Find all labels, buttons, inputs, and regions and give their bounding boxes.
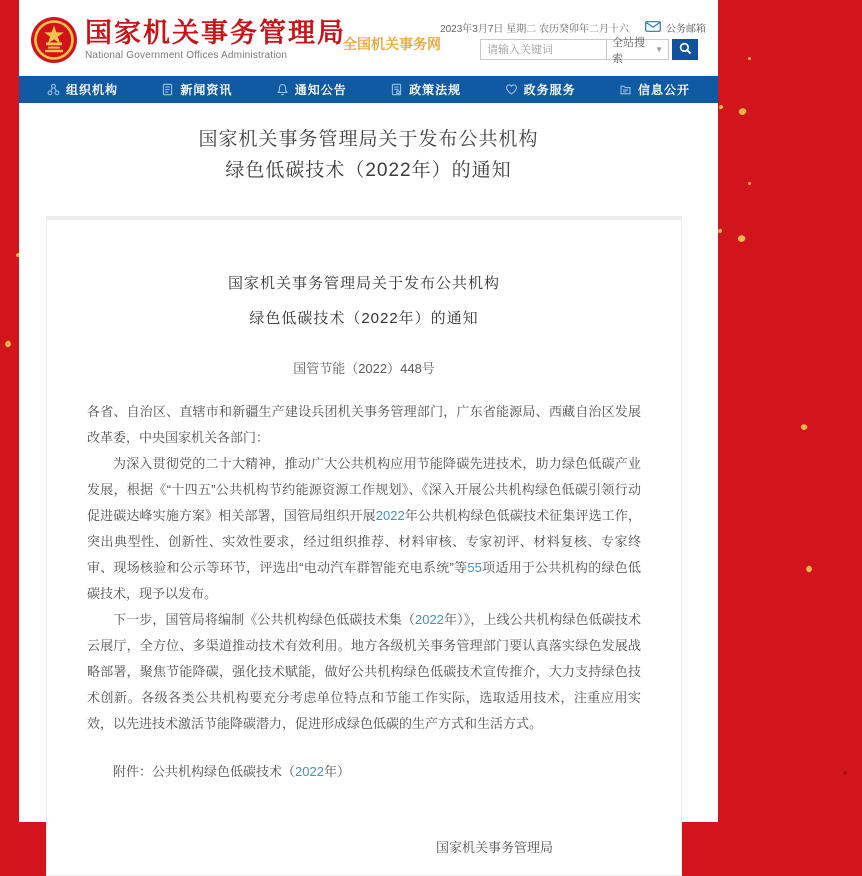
nav-item-news[interactable]: 新闻资讯 bbox=[161, 81, 232, 98]
search-bar bbox=[480, 36, 698, 65]
site-title: 国家机关事务管理局 bbox=[85, 18, 346, 48]
portal-name: 全国机关事务网 bbox=[343, 36, 441, 52]
notice-document bbox=[46, 216, 682, 876]
sparkle-dot bbox=[748, 57, 752, 61]
document-title-line2: 绿色低碳技术（2022年）的通知 bbox=[249, 310, 479, 327]
heart-icon bbox=[505, 83, 518, 96]
sparkle-dot bbox=[719, 105, 724, 110]
sparkle-dot bbox=[748, 182, 751, 185]
page-title bbox=[19, 103, 718, 186]
salutation-paragraph: 各省、自治区、直辖市和新疆生产建设兵团机关事务管理部门，广东省能源局、西藏自治区发展改革委，中央国家机关各部门： bbox=[87, 404, 641, 445]
envelope-icon bbox=[645, 21, 661, 35]
search-button[interactable] bbox=[672, 39, 698, 60]
sparkle-dot bbox=[843, 771, 848, 776]
page-title-line2: 绿色低碳技术（2022年）的通知 bbox=[225, 160, 512, 181]
search-input[interactable] bbox=[480, 39, 606, 60]
sparkle-dot bbox=[737, 234, 747, 244]
news-icon bbox=[161, 83, 174, 96]
sparkle-dot bbox=[805, 565, 813, 573]
chevron-down-icon: ▼ bbox=[655, 45, 663, 54]
document-title-line1: 国家机关事务管理局关于发布公共机构 bbox=[227, 275, 500, 292]
document-number: 国管节能（2022）448号 bbox=[293, 361, 435, 376]
nav-item-organization[interactable]: 组织机构 bbox=[47, 81, 118, 98]
site-header bbox=[19, 0, 718, 76]
nav-item-policies[interactable]: 政策法规 bbox=[390, 81, 461, 98]
national-emblem-icon bbox=[30, 16, 78, 64]
bell-icon bbox=[276, 83, 289, 96]
page-title-line1: 国家机关事务管理局关于发布公共机构 bbox=[198, 129, 539, 150]
nav-item-services[interactable]: 政务服务 bbox=[505, 81, 576, 98]
nav-item-disclosure[interactable]: 信息公开 bbox=[619, 81, 690, 98]
sparkle-dot bbox=[717, 228, 722, 233]
search-scope-value: 全站搜索 bbox=[612, 36, 645, 65]
sparkle-dot bbox=[4, 340, 12, 348]
date-line: 2023年3月7日 星期二 农历癸卯年二月十六 bbox=[440, 24, 629, 35]
org-icon bbox=[47, 83, 60, 96]
site-title-en: National Government Offices Administration bbox=[85, 50, 288, 61]
nav-item-notices[interactable]: 通知公告 bbox=[276, 81, 347, 98]
body-paragraph: 下一步，国管局将编制《公共机构绿色低碳技术集（2022年）》，上线公共机构绿色低碳技术云展厅，全方位、多渠道推动技术有效利用。地方各级机关事务管理部门要认真落实绿色发展战略部署，聚焦节能降碳，强化技术赋能，做好公共机构绿色低碳技术宣传推介，大力支持绿色技术创新。各级各类公共机构要充分考虑单位特点和节能工作实际，选取适用技术，注重应用实效，以先进技术激活节能降碳潜力，促进形成绿色低碳的生产方式和生活方式。 bbox=[87, 612, 641, 731]
body-paragraph: 为深入贯彻党的二十大精神，推动广大公共机构应用节能降碳先进技术，助力绿色低碳产业发展，根据《“十四五”公共机构节约能源资源工作规划》、《深入开展公共机构绿色低碳引领行动促进碳达峰实施方案》相关部署，国管局组织开展2022年公共机构绿色低碳技术征集评选工作，突出典型性、创新性、实效性要求，经过组织推荐、材料审核、专家初评、材料复核、专家终审、现场核验和公示等环节，评选出“电动汽车群智能充电系统”等55项适用于公共机构的绿色低碳技术，现予以发布。 bbox=[87, 456, 641, 601]
sparkle-dot bbox=[800, 423, 808, 431]
sparkle-dot bbox=[738, 107, 748, 117]
site-page bbox=[19, 0, 718, 855]
search-icon bbox=[679, 42, 692, 58]
attachment-line: 附件：公共机构绿色低碳技术（2022年） bbox=[113, 764, 350, 779]
info-icon bbox=[619, 83, 632, 96]
main-nav bbox=[19, 76, 718, 103]
policy-icon bbox=[390, 83, 403, 96]
document-body bbox=[47, 399, 681, 861]
signature: 国家机关事务管理局 bbox=[435, 840, 553, 855]
official-mail-label: 公务邮箱 bbox=[666, 24, 706, 35]
search-scope-select[interactable] bbox=[606, 36, 669, 65]
site-logo-link[interactable] bbox=[85, 18, 346, 61]
